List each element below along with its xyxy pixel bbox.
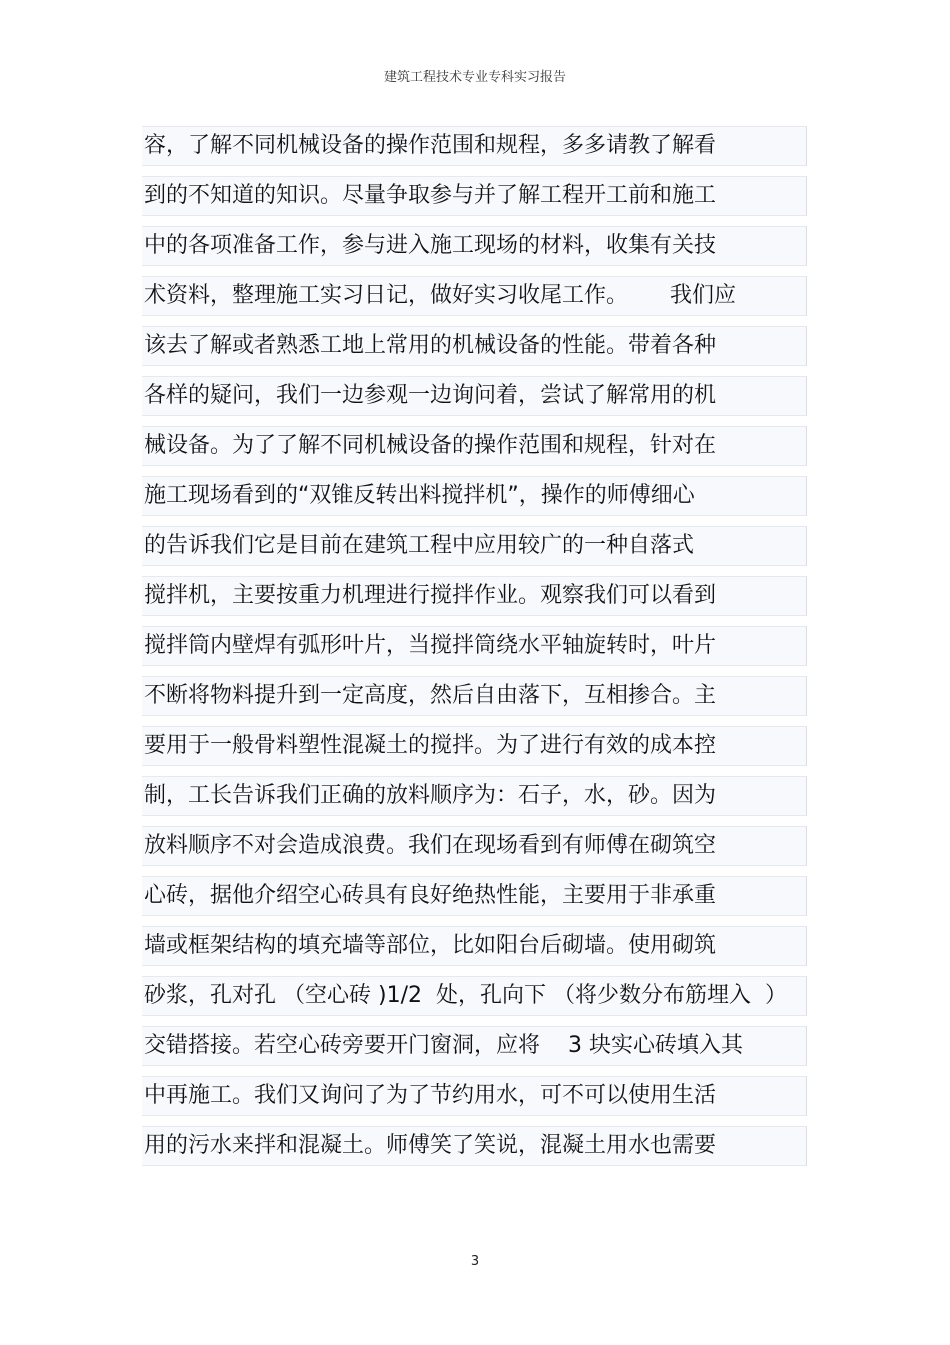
text-line-content: 交错搭接。若空心砖旁要开门窗洞，应将 3 块实心砖填入其 bbox=[144, 1033, 743, 1058]
text-line bbox=[142, 776, 807, 816]
text-line-content: 放料顺序不对会造成浪费。我们在现场看到有师傅在砌筑空 bbox=[144, 833, 717, 858]
text-line bbox=[142, 176, 807, 216]
text-line bbox=[142, 476, 807, 516]
text-line bbox=[142, 826, 807, 866]
text-line-content: 容，了解不同机械设备的操作范围和规程，多多请教了解看 bbox=[144, 133, 717, 158]
text-line bbox=[142, 626, 807, 666]
text-line-content: 施工现场看到的“双锥反转出料搅拌机”，操作的师傅细心 bbox=[144, 483, 695, 508]
text-line-content: 制，工长告诉我们正确的放料顺序为：石子，水，砂。因为 bbox=[144, 783, 717, 808]
running-header: 建筑工程技术专业专科实习报告 bbox=[383, 70, 566, 85]
text-line-content: 墙或框架结构的填充墙等部位，比如阳台后砌墙。使用砌筑 bbox=[144, 933, 717, 958]
text-line bbox=[142, 976, 807, 1016]
page-number: 3 bbox=[470, 1254, 480, 1269]
text-line-content: 要用于一般骨料塑性混凝土的搅拌。为了进行有效的成本控 bbox=[144, 733, 717, 758]
text-line bbox=[142, 226, 807, 266]
text-line bbox=[142, 1076, 807, 1116]
text-line-content: 的告诉我们它是目前在建筑工程中应用较广的一种自落式 bbox=[144, 533, 695, 558]
text-line bbox=[142, 1026, 807, 1066]
text-line bbox=[142, 676, 807, 716]
text-line bbox=[142, 876, 807, 916]
text-line-content: 中的各项准备工作，参与进入施工现场的材料，收集有关技 bbox=[144, 233, 717, 258]
text-line bbox=[142, 726, 807, 766]
text-line bbox=[142, 426, 807, 466]
text-line bbox=[142, 126, 807, 166]
text-line-content: 搅拌机，主要按重力机理进行搅拌作业。观察我们可以看到 bbox=[144, 583, 717, 608]
text-line-content: 械设备。为了了解不同机械设备的操作范围和规程，针对在 bbox=[144, 433, 717, 458]
text-line-content: 心砖，据他介绍空心砖具有良好绝热性能，主要用于非承重 bbox=[144, 883, 717, 908]
text-line-content: 用的污水来拌和混凝土。师傅笑了笑说，混凝土用水也需要 bbox=[144, 1133, 717, 1158]
text-line-content: 术资料，整理施工实习日记，做好实习收尾工作。 我们应 bbox=[144, 283, 736, 308]
text-line bbox=[142, 276, 807, 316]
body-text bbox=[142, 126, 807, 1176]
text-line-content: 中再施工。我们又询问了为了节约用水，可不可以使用生活 bbox=[144, 1083, 717, 1108]
text-line-content: 搅拌筒内壁焊有弧形叶片，当搅拌筒绕水平轴旋转时，叶片 bbox=[144, 633, 717, 658]
text-line-content: 砂浆，孔对孔 （空心砖 )1/2 处，孔向下 （将少数分布筋埋入 ） bbox=[144, 983, 787, 1008]
text-line-content: 到的不知道的知识。尽量争取参与并了解工程开工前和施工 bbox=[144, 183, 717, 208]
text-line bbox=[142, 326, 807, 366]
text-line bbox=[142, 1126, 807, 1166]
text-line bbox=[142, 926, 807, 966]
text-line bbox=[142, 376, 807, 416]
text-line bbox=[142, 526, 807, 566]
text-line-content: 不断将物料提升到一定高度，然后自由落下，互相掺合。主 bbox=[144, 683, 717, 708]
text-line bbox=[142, 576, 807, 616]
text-line-content: 各样的疑问，我们一边参观一边询问着，尝试了解常用的机 bbox=[144, 383, 717, 408]
text-line-content: 该去了解或者熟悉工地上常用的机械设备的性能。带着各种 bbox=[144, 333, 717, 358]
